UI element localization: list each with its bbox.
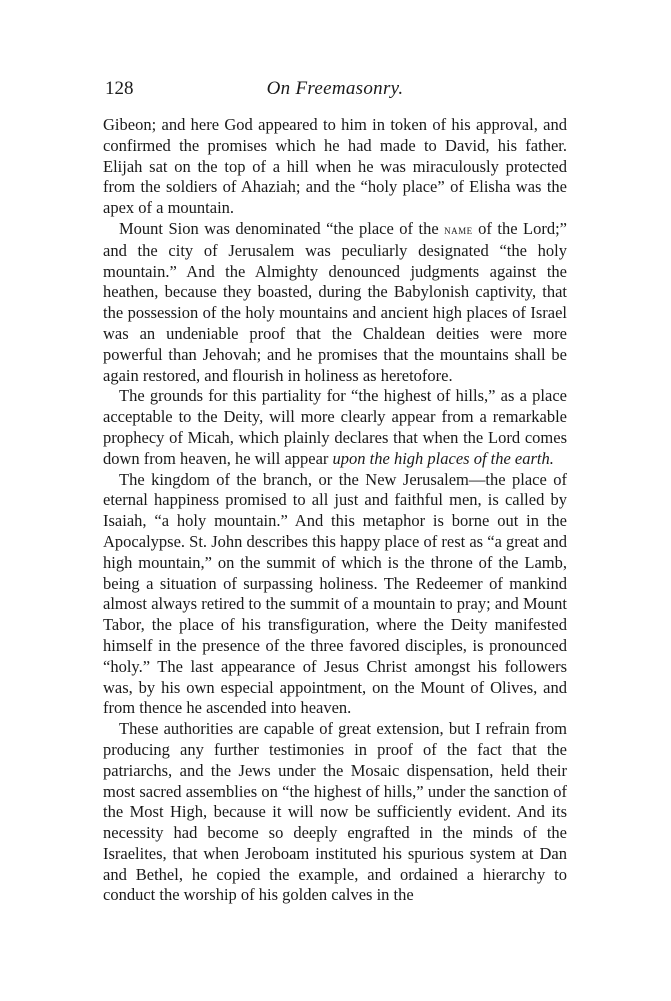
small-caps-text: name: [444, 221, 473, 237]
paragraph-text: The grounds for this partiality for “the highest of hills,” as a place acceptable to the Deity, will more clearly appear from a remarkable prophecy of Micah, which plainly declares that when the Lord comes down from heaven, he will appear: [103, 386, 567, 468]
paragraph: [103, 115, 567, 219]
body-text: [103, 115, 567, 906]
paragraph: [103, 219, 567, 386]
paragraph: [103, 386, 567, 469]
paragraph-text: of the Lord;” and the city of Jerusalem was peculiarly designated “the holy mountain.” And the Almighty denounced judgments against the heathen, because they boasted, during the Babylonish captivity, that the possession of the holy mountains and ancient high places of Israel was an undeniable proof that the Chaldean deities were more powerful than Jehovah; and he promises that the mountains shall be again restored, and flourish in holiness as heretofore.: [103, 218, 567, 385]
book-page: [103, 78, 567, 906]
paragraph-text: These authorities are capable of great extension, but I refrain from producing any further testimonies in proof of the fact that the patriarchs, and the Jews under the Mosaic dispensation, held their most sacred assemblies on “the highest of hills,” under the sanction of the Most High, because it will now be sufficiently evident. And its necessity had become so deeply engrafted in the minds of the Israelites, that when Jeroboam instituted his spurious system at Dan and Bethel, he copied the example, and ordained a hierarchy to conduct the worship of his golden calves in the: [103, 719, 567, 905]
running-title: On Freemasonry.: [266, 78, 404, 99]
paragraph-text: Gibeon; and here God appeared to him in token of his approval, and confirmed the promises which he had made to David, his father. Elijah sat on the top of a hill when he was miraculously protected from the soldiers of Ahaziah; and the “holy place” of Elisha was the apex of a mountain.: [103, 115, 567, 218]
page-number: 128: [105, 78, 134, 99]
paragraph: [103, 470, 567, 720]
paragraph: [103, 719, 567, 906]
italic-text: upon the high places of the earth.: [332, 448, 554, 468]
paragraph-text: Mount Sion was denominated “the place of the: [119, 218, 445, 238]
paragraph-text: The kingdom of the branch, or the New Jerusalem—the place of eternal happiness promised to all just and faithful men, is called by Isaiah, “a holy mountain.” And this metaphor is borne out in the Apocalypse. St. John describes this happy place of rest as “a great and high mountain,” on the summit of which is the throne of the Lamb, being a situation of surpassing holiness. The Redeemer of mankind almost always retired to the summit of a mountain to pray; and Mount Tabor, the place of his transfiguration, where the Deity manifested himself in the presence of the three favored disciples, is pronounced “holy.” The last appearance of Jesus Christ amongst his followers was, by his own especial appointment, on the Mount of Olives, and from thence he ascended into heaven.: [103, 469, 567, 718]
running-head: [103, 78, 567, 108]
